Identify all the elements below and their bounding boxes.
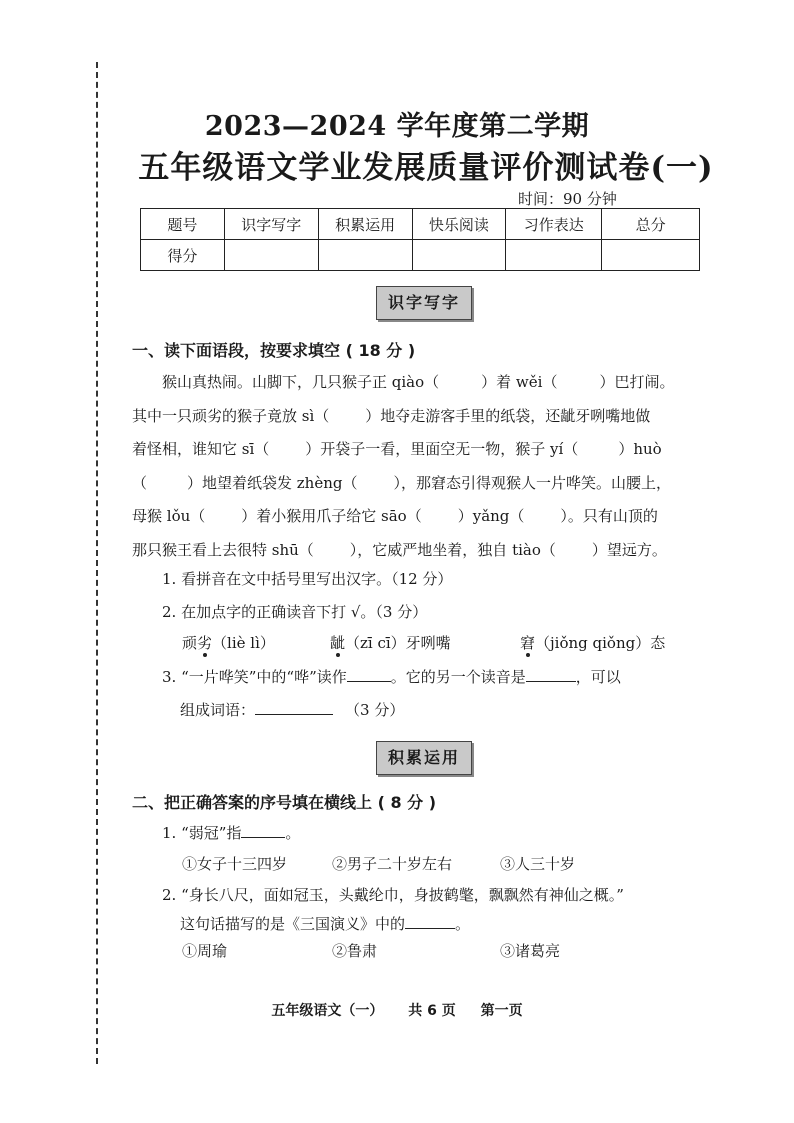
passage-line: 猴山真热闹。山脚下，几只猴子正 qiào（ ）着 wěi（ ）巴打闹。 bbox=[162, 373, 675, 391]
score-input-cell[interactable] bbox=[318, 240, 412, 271]
pronunciation-option-c[interactable]: 窘（jiǒng qiǒng）态 bbox=[520, 634, 666, 652]
answer-line[interactable] bbox=[405, 928, 455, 929]
score-table-cell: 识字写字 bbox=[224, 209, 318, 240]
q2-item-2-option[interactable]: ③诸葛亮 bbox=[500, 942, 561, 960]
title-line-2: 五年级语文学业发展质量评价测试卷(一) bbox=[138, 150, 714, 186]
q2-item-1-option[interactable]: ①女子十三四岁 bbox=[182, 855, 288, 873]
score-table-cell: 积累运用 bbox=[318, 209, 412, 240]
answer-line[interactable] bbox=[526, 681, 576, 682]
score-table-score-row bbox=[141, 240, 700, 271]
sub-question-2: 2. 在加点字的正确读音下打 √。（3 分） bbox=[162, 603, 428, 621]
sub-question-3-cont: 组成词语： （3 分） bbox=[180, 701, 405, 719]
score-table-cell: 题号 bbox=[141, 209, 225, 240]
dotted-character: 龇 bbox=[330, 634, 346, 652]
q2-item-2-option[interactable]: ②鲁肃 bbox=[332, 942, 378, 960]
passage-line: （ ）地望着纸袋发 zhèng（ ），那窘态引得观猴人一片哗笑。山腰上， bbox=[132, 473, 672, 492]
answer-line[interactable] bbox=[347, 681, 391, 682]
footer-total-pages: 共 6 页 bbox=[408, 1003, 456, 1019]
score-table-cell: 习作表达 bbox=[506, 209, 602, 240]
page-footer bbox=[0, 1000, 794, 1020]
sub-question-1: 1. 看拼音在文中括号里写出汉字。（12 分） bbox=[162, 570, 453, 588]
footer-subject: 五年级语文（一） bbox=[271, 1003, 384, 1019]
reading-passage bbox=[132, 366, 712, 567]
passage-line: 母猴 lǒu（ ）着小猴用爪子给它 sāo（ ）yǎng（ ）。只有山顶的 bbox=[132, 507, 658, 525]
pronunciation-option-a[interactable]: 顽劣（liè lì） bbox=[182, 634, 275, 652]
q2-item-2-cont: 这句话描写的是《三国演义》中的 。 bbox=[180, 915, 471, 933]
section-badge-accumulation: 积累运用 bbox=[376, 741, 472, 775]
answer-line[interactable] bbox=[241, 837, 285, 838]
score-table-cell: 总分 bbox=[602, 209, 700, 240]
score-input-cell[interactable] bbox=[224, 240, 318, 271]
score-input-cell[interactable] bbox=[412, 240, 506, 271]
binding-dashed-line bbox=[96, 62, 98, 1064]
passage-line: 着怪相，谁知它 sī（ ）开袋子一看，里面空无一物，猴子 yí（ ）huò bbox=[132, 440, 662, 458]
dotted-character: 窘 bbox=[520, 634, 536, 652]
question-1-title: 一、读下面语段，按要求填空 ( 18 分 ) bbox=[132, 341, 416, 360]
answer-line[interactable] bbox=[255, 714, 333, 715]
title-line-1: 2023—2024 学年度第二学期 bbox=[204, 111, 590, 142]
score-table-cell: 快乐阅读 bbox=[412, 209, 506, 240]
q2-item-1-option[interactable]: ②男子二十岁左右 bbox=[332, 855, 453, 873]
passage-line: 其中一只顽劣的猴子竟放 sì（ ）地夺走游客手里的纸袋，还龇牙咧嘴地做 bbox=[132, 406, 651, 425]
exam-time: 时间：90 分钟 bbox=[518, 190, 617, 208]
dotted-character: 劣 bbox=[197, 634, 213, 652]
score-table-header-row bbox=[141, 209, 700, 240]
pronunciation-option-b[interactable]: 龇（zī cī）牙咧嘴 bbox=[330, 634, 451, 652]
q2-item-2-option[interactable]: ①周瑜 bbox=[182, 942, 228, 960]
footer-page-number: 第一页 bbox=[480, 1003, 523, 1019]
sub-question-3: 3. “一片哗笑”中的“哗”读作 。它的另一个读音是 ，可以 bbox=[162, 668, 621, 686]
q2-item-2: 2. “身长八尺，面如冠玉，头戴纶巾，身披鹤氅，飘飘然有神仙之概。” bbox=[162, 886, 624, 904]
score-table-cell: 得分 bbox=[141, 240, 225, 271]
q2-item-1-option[interactable]: ③人三十岁 bbox=[500, 855, 576, 873]
score-input-cell[interactable] bbox=[602, 240, 700, 271]
question-2-title: 二、把正确答案的序号填在横线上 ( 8 分 ) bbox=[132, 793, 437, 812]
score-table bbox=[140, 208, 700, 271]
score-input-cell[interactable] bbox=[506, 240, 602, 271]
section-badge-literacy: 识字写字 bbox=[376, 286, 472, 320]
passage-line: 那只猴王看上去很特 shū（ ），它威严地坐着，独自 tiào（ ）望远方。 bbox=[132, 540, 667, 559]
q2-item-1: 1. “弱冠”指 。 bbox=[162, 824, 301, 842]
